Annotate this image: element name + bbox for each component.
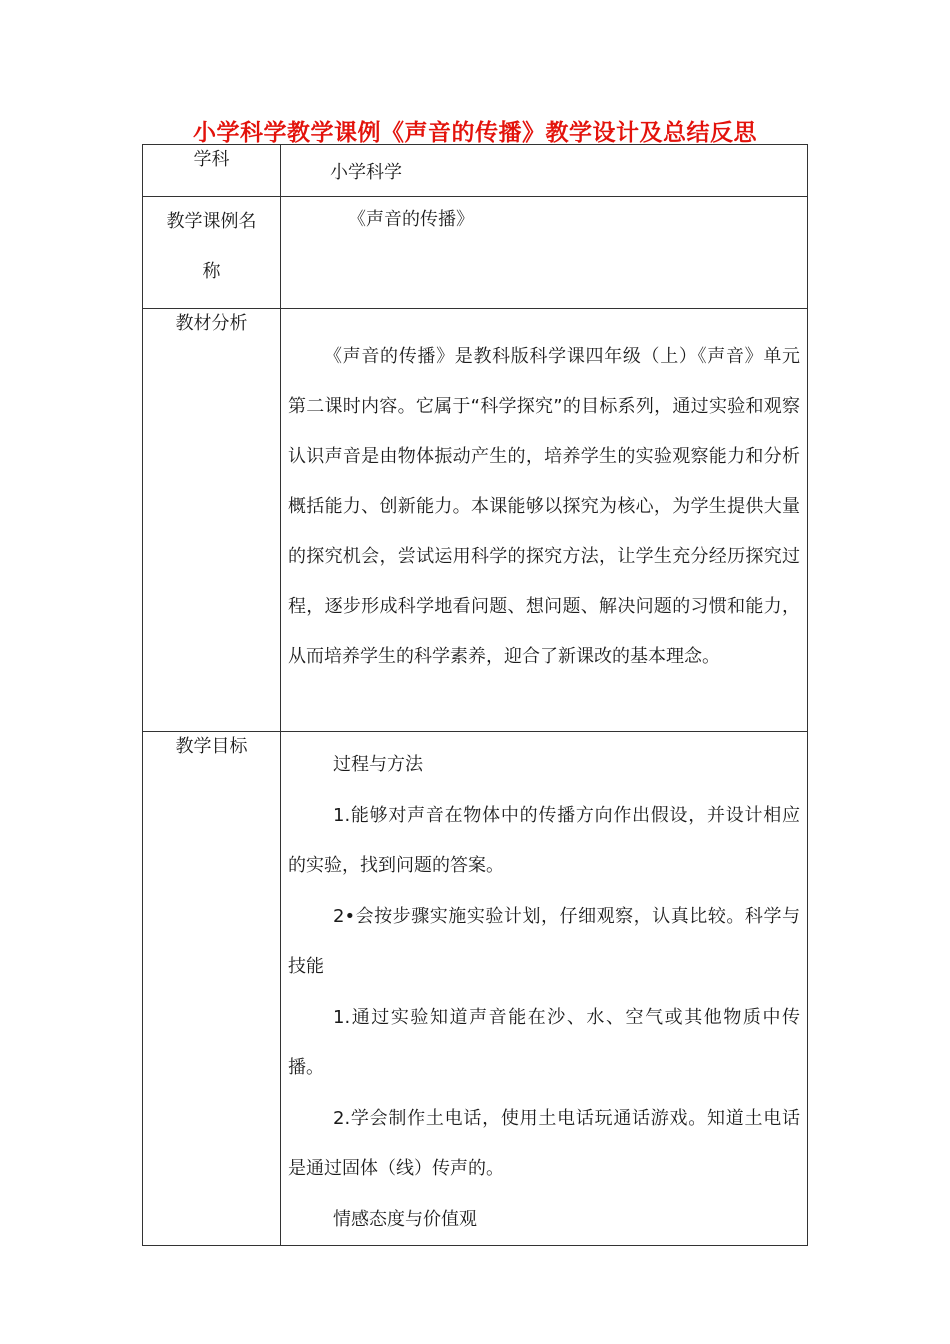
goals-heading-process: 过程与方法 — [333, 754, 423, 775]
lesson-name-value: 《声音的传播》 — [281, 197, 808, 309]
table-row-goals — [143, 732, 808, 1246]
document-title: 小学科学教学课例《声音的传播》教学设计及总结反思 — [193, 120, 757, 146]
goals-item: 1.通过实验知道声音能在沙、水、空气或其他物质中传播。 — [288, 1006, 800, 1078]
goals-item: 1.能够对声音在物体中的传播方向作出假设，并设计相应的实验，找到问题的答案。 — [288, 804, 800, 876]
lesson-name-label-line1: 教学课例名 — [166, 211, 257, 232]
analysis-label: 教材分析 — [143, 309, 281, 732]
subject-value: 小学科学 — [281, 145, 808, 197]
lesson-name-label — [143, 197, 281, 309]
goals-item: 2•会按步骤实施实验计划，仔细观察，认真比较。科学与技能 — [288, 905, 800, 977]
table-row-analysis — [143, 309, 808, 732]
goals-content — [281, 732, 808, 1246]
analysis-text: 《声音的传播》是教科版科学课四年级（上）《声音》单元第二课时内容。它属于“科学探究”的目标系列，通过实验和观察认识声音是由物体振动产生的，培养学生的实验观察能力和分析概括能力、创新能力。本课能够以探究为核心，为学生提供大量的探究机会，尝试运用科学的探究方法，让学生充分经历探究过程，逐步形成科学地看问题、想问题、解决问题的习惯和能力，从而培养学生的科学素养，迎合了新课改的基本理念。 — [281, 309, 808, 732]
lesson-plan-table — [142, 144, 808, 1246]
table-row-lesson-name — [143, 197, 808, 309]
goals-heading-attitude: 情感态度与价值观 — [333, 1208, 477, 1230]
lesson-name-label-line2: 称 — [202, 261, 221, 282]
table-row-subject — [143, 145, 808, 197]
subject-label: 学科 — [143, 145, 281, 197]
goals-item: 2.学会制作土电话，使用土电话玩通话游戏。知道土电话是通过固体（线）传声的。 — [288, 1107, 800, 1179]
goals-label: 教学目标 — [143, 732, 281, 1246]
